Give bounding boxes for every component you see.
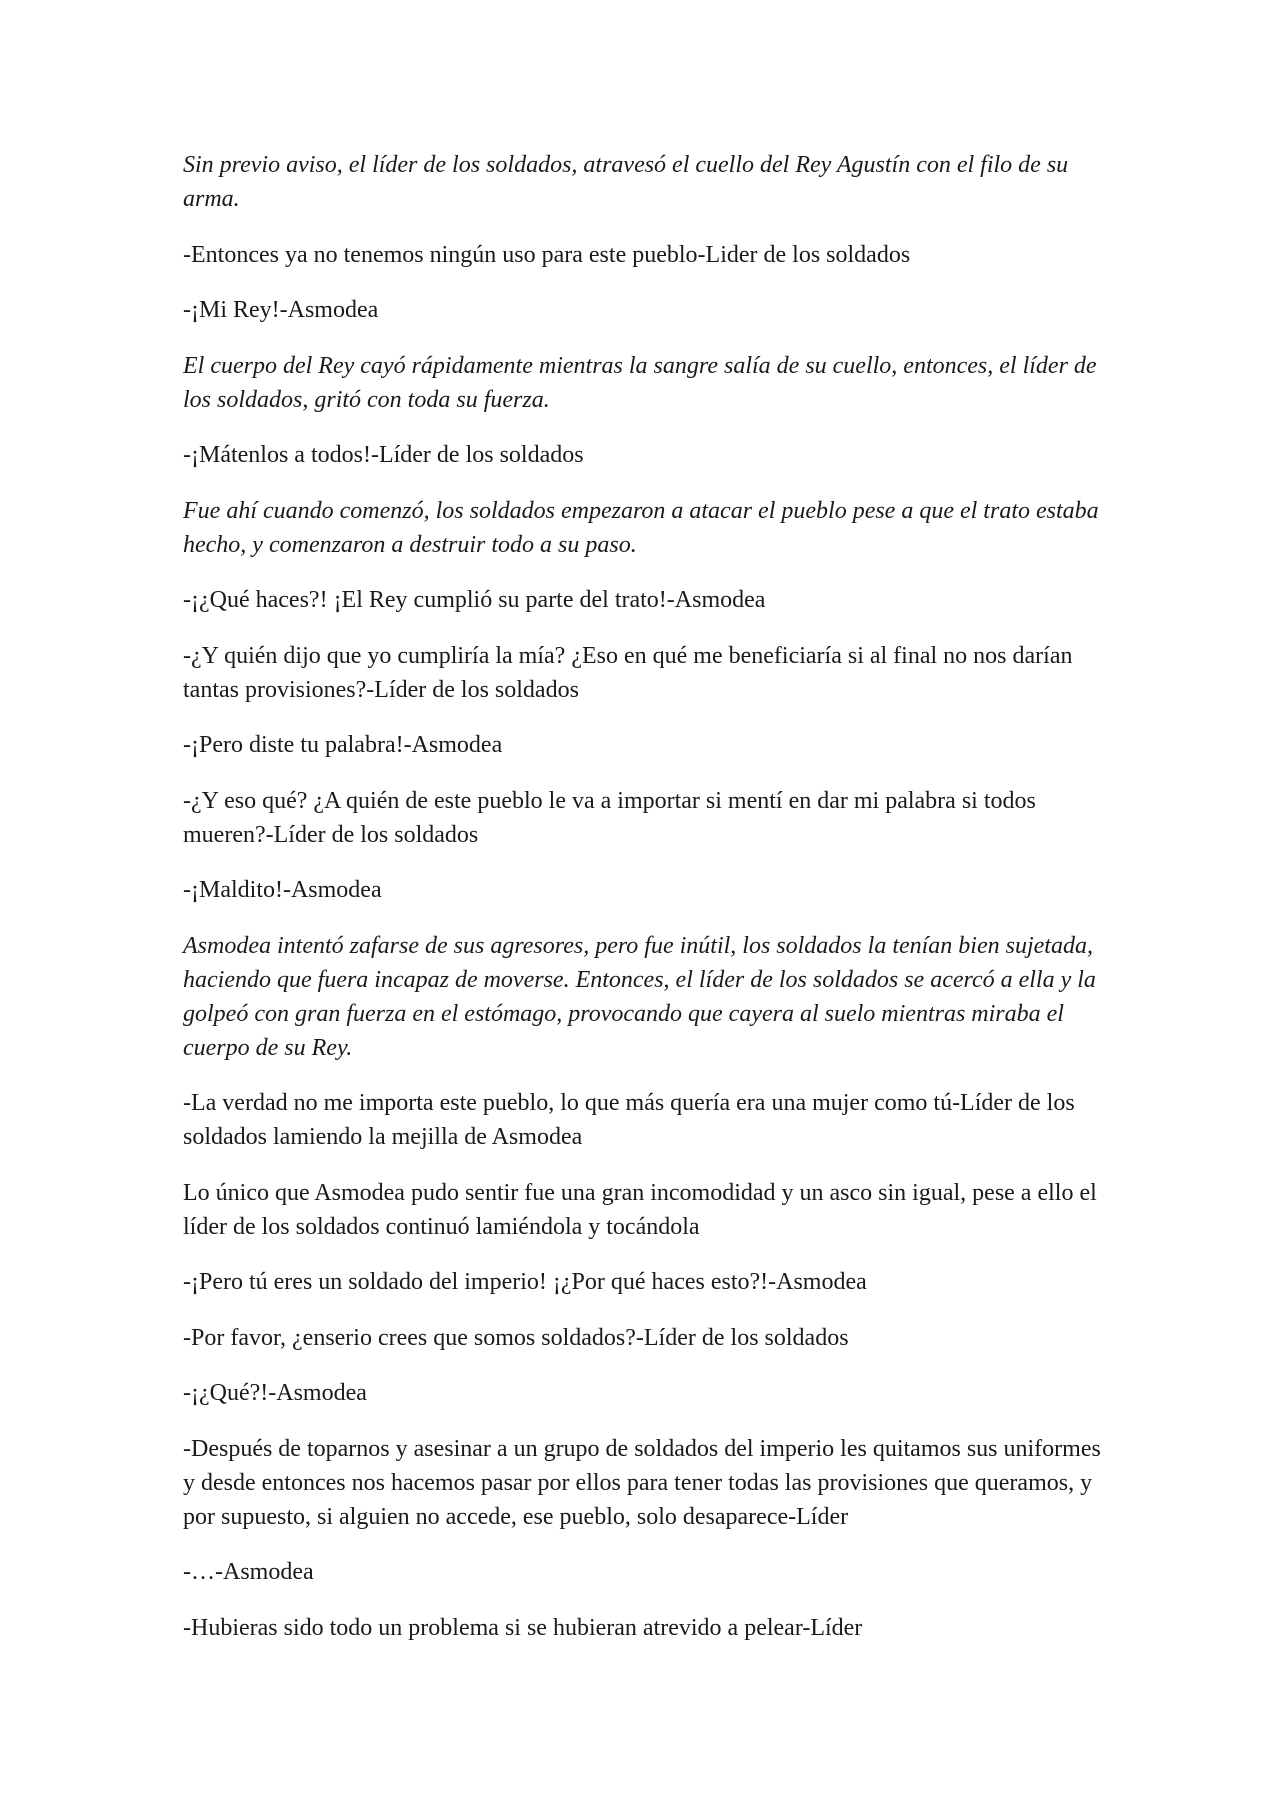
dialogue-line: -¡¿Qué?!-Asmodea xyxy=(183,1380,367,1406)
dialogue-line: -¡Pero diste tu palabra!-Asmodea xyxy=(183,732,503,758)
dialogue-line: -¿Y eso qué? ¿A quién de este pueblo le va a importar si mentí en dar mi palabra si todos mueren?-Líder de los soldados xyxy=(183,787,1036,848)
dialogue-line: -Entonces ya no tenemos ningún uso para este pueblo-Lider de los soldados xyxy=(183,241,911,268)
body-paragraph: Lo único que Asmodea pudo sentir fue una gran incomodidad y un asco sin igual, pese a ello el líder de los soldados continuó lamiéndola y tocándola xyxy=(183,1179,1097,1240)
dialogue-line: -…-Asmodea xyxy=(183,1559,314,1585)
dialogue-line: -¡Mátenlos a todos!-Líder de los soldados xyxy=(183,442,584,468)
dialogue-line: -Por favor, ¿enserio crees que somos soldados?-Líder de los soldados xyxy=(183,1324,849,1351)
dialogue-line: -¡Mi Rey!-Asmodea xyxy=(183,297,379,323)
narration-paragraph: Asmodea intentó zafarse de sus agresores, pero fue inútil, los soldados la tenían bien sujetada, haciendo que fuera incapaz de moverse. Entonces, el líder de los soldados se acercó a ella y la golpeó con gran fuerza en el estómago, provocando que cayera al suelo mientras miraba el cuerpo de su Rey. xyxy=(183,932,1096,1061)
narration-paragraph: Sin previo aviso, el líder de los soldados, atravesó el cuello del Rey Agustín con el filo de su arma. xyxy=(183,152,1069,212)
narration-paragraph: El cuerpo del Rey cayó rápidamente mientras la sangre salía de su cuello, entonces, el líder de los soldados, gritó con toda su fuerza. xyxy=(183,352,1097,413)
dialogue-line: -¡Pero tú eres un soldado del imperio! ¡¿Por qué haces esto?!-Asmodea xyxy=(183,1269,867,1295)
dialogue-line: -Después de toparnos y asesinar a un grupo de soldados del imperio les quitamos sus uniformes y desde entonces nos hacemos pasar por ellos para tener todas las provisiones que queramos, y por supuesto, si alguien no accede, ese pueblo, solo desaparece-Líder xyxy=(183,1435,1101,1530)
dialogue-line: -La verdad no me importa este pueblo, lo que más quería era una mujer como tú-Líder de los soldados lamiendo la mejilla de Asmodea xyxy=(183,1090,1075,1150)
dialogue-line: -¿Y quién dijo que yo cumpliría la mía? ¿Eso en qué me beneficiaría si al final no nos darían tantas provisiones?-Líder de los soldados xyxy=(183,642,1073,703)
dialogue-line: -¡¿Qué haces?! ¡El Rey cumplió su parte del trato!-Asmodea xyxy=(183,587,766,613)
dialogue-line: -Hubieras sido todo un problema si se hubieran atrevido a pelear-Líder xyxy=(183,1614,863,1641)
dialogue-line: -¡Maldito!-Asmodea xyxy=(183,877,382,903)
document-page xyxy=(183,148,1103,1666)
narration-paragraph: Fue ahí cuando comenzó, los soldados empezaron a atacar el pueblo pese a que el trato estaba hecho, y comenzaron a destruir todo a su paso. xyxy=(183,497,1099,558)
